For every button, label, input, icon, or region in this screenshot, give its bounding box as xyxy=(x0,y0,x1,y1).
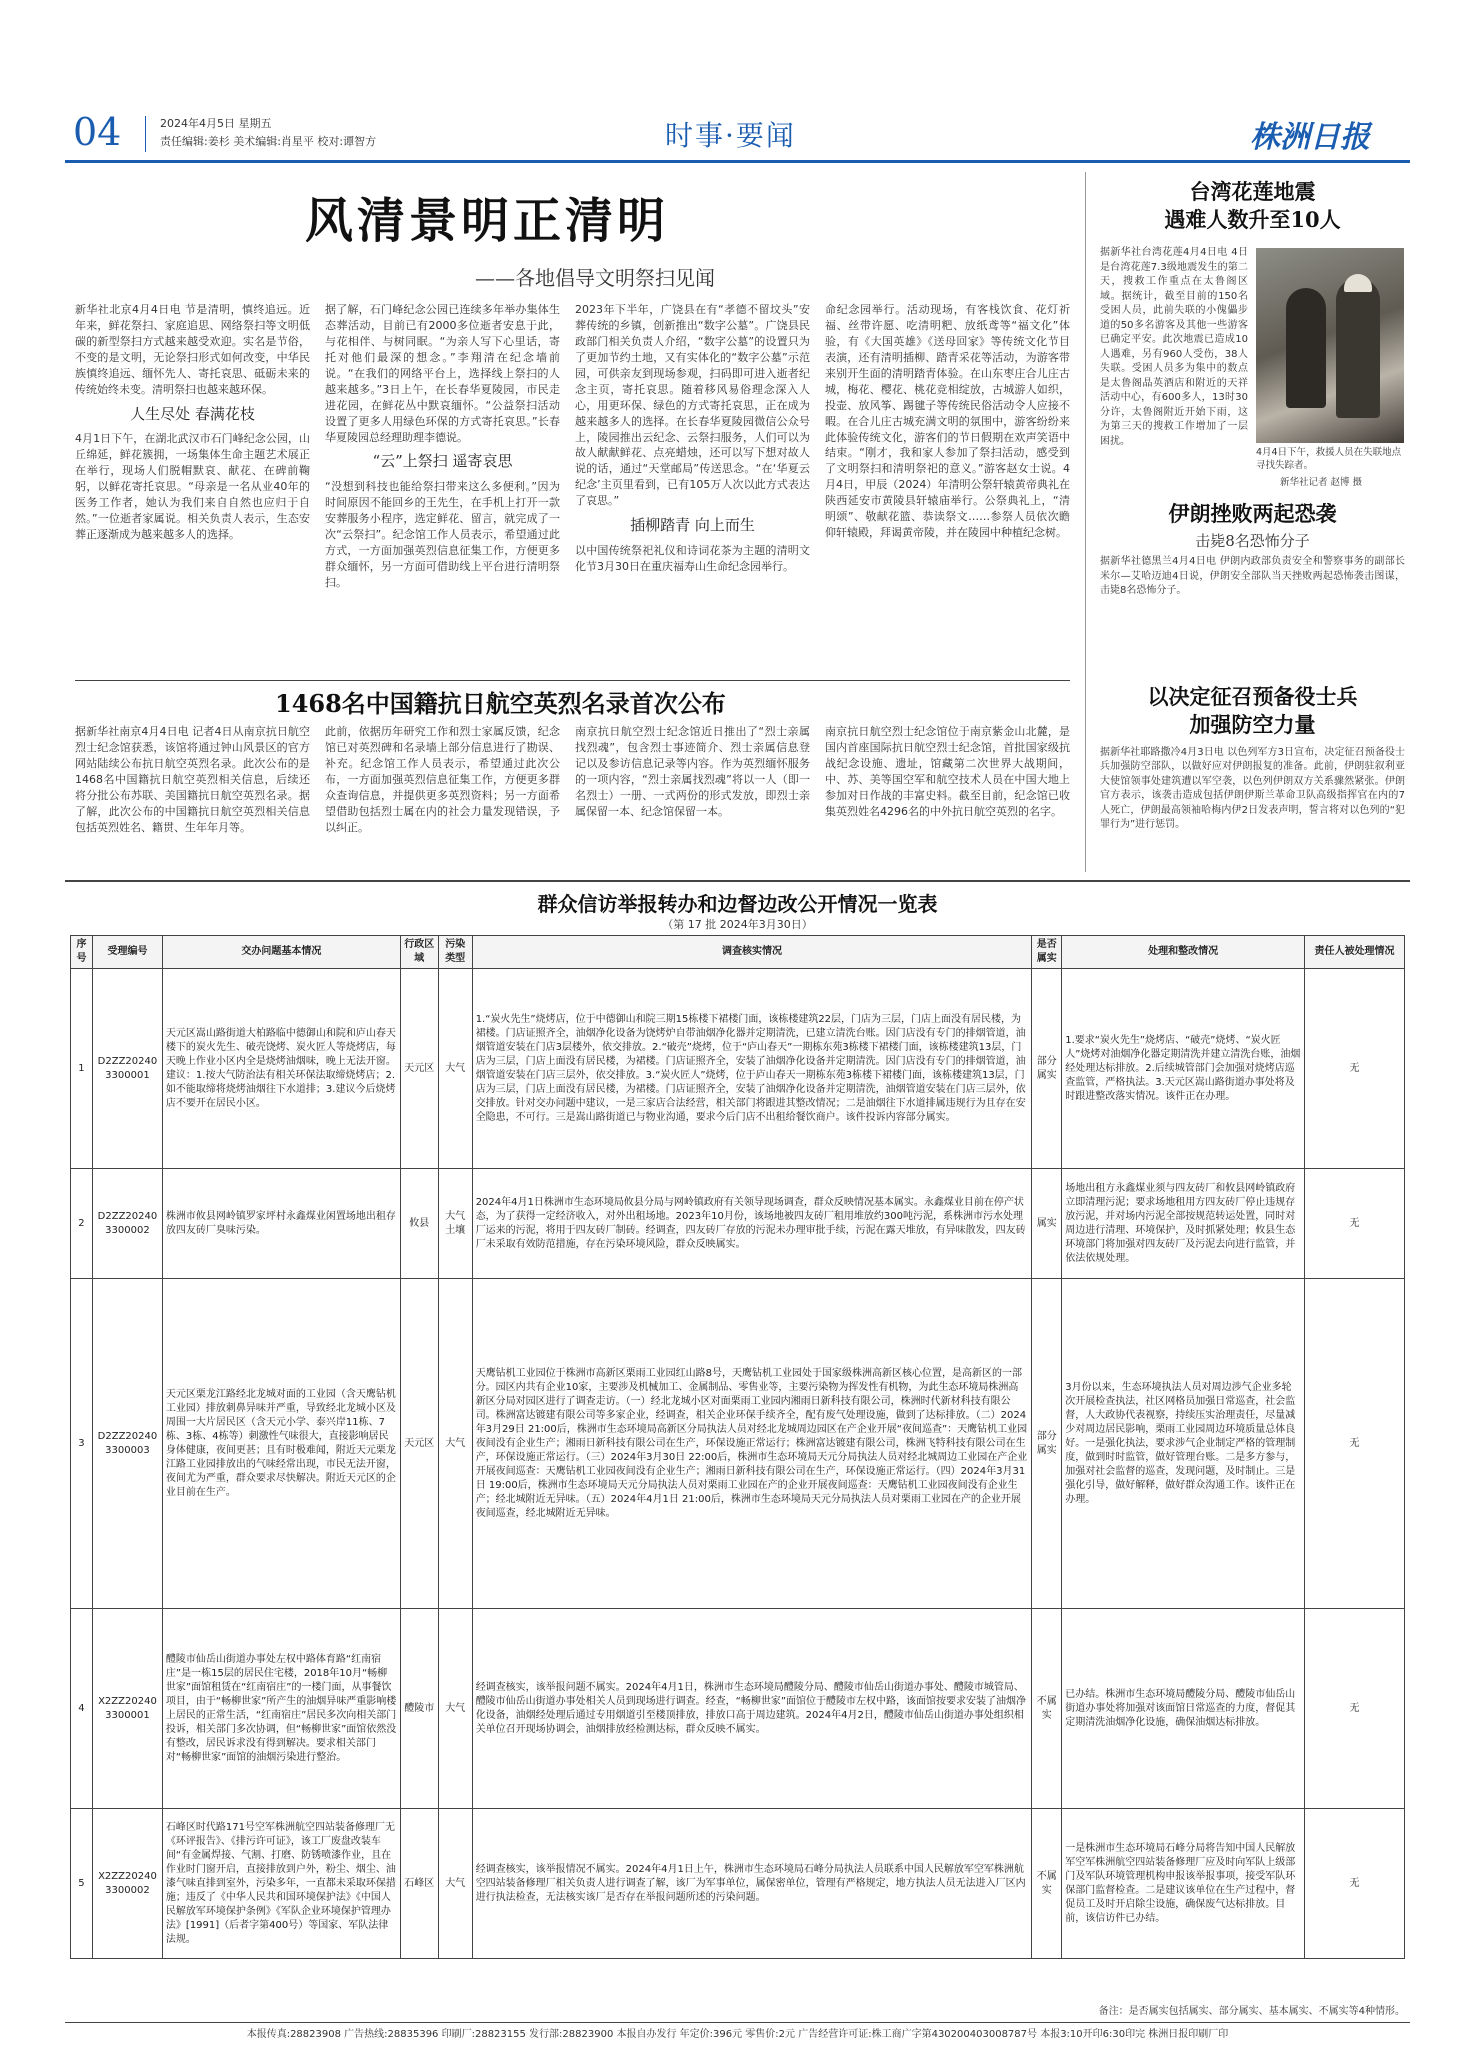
row-area: 天元区 xyxy=(400,1279,438,1609)
lead-col-4 xyxy=(825,302,1070,682)
taiwan-body: 据新华社台湾花莲4月4日电 4日是台湾花莲7.3级地震发生的第二天，搜救工作重点在太鲁阁区域。据统计，截至目前的150名受困人员，此前失联的小傀儡步道的50多名游客及其他一些游客已确定平安。此次地震已造成10人遇难，另有960人受伤，38人失联。受困人员多为集中的数点是太鲁阁晶英酒店和附近的天祥活动中心，有600多人，13时30分许，太鲁阁附近开始下雨，这为第三天的搜救工作增加了一层困扰。 xyxy=(1100,247,1248,447)
row-code: X2ZZ202403300002 xyxy=(92,1809,162,1959)
row-survey: 经调查核实，该举报问题不属实。2024年4月1日，株洲市生态环境局醴陵分局、醴陵市仙岳山街道办事处、醴陵市城管局、醴陵市仙岳山街道办事处相关人员到现场进行调查。经查，“畅柳世家”面馆位于醴陵市左权中路，该面馆按要求安装了油烟净化设备，油烟经处理后通过专用烟道引至楼顶排放，排放口高于周边建筑。2024年4月2日，醴陵市仙岳山街道办事处组织相关单位召开现场协调会，油烟排放经检测达标，群众反映不属实。 xyxy=(472,1609,1032,1809)
row-resp: 无 xyxy=(1305,1279,1405,1609)
row-true: 不属实 xyxy=(1032,1609,1062,1809)
israel-title: 以决定征召预备役士兵 加强防空力量 xyxy=(1147,684,1358,738)
row-survey: 2024年4月1日株洲市生态环境局攸县分局与网岭镇政府有关领导现场调查，群众反映情况基本属实。永鑫煤业目前在停产状态，为了获得一定经济收入，对外出租场地。2023年10月份，该场地被四友砖厂租用堆放约300吨污泥，系株洲市污水处理厂运来的污泥，将用于四友砖厂制砖。经调查，四友砖厂存放的污泥未办理审批手续，污泥在露天堆放，有异味散发，四友砖厂未采取有效防范措施，存在污染环境风险，群众反映属实。 xyxy=(472,1169,1032,1279)
lead-col-1-text: 新华社北京4月4日电 节是清明，慎终追远。近年来，鲜花祭扫、家庭追思、网络祭扫等文明低碳的新型祭扫方式越来越受欢迎。实名是节俗，不变的是文明，无论祭扫形式如何改变，中华民族慎终追远、缅怀先人、寄托哀思、砥砺未来的传统始终未变。清明祭扫也越来越环保。 xyxy=(75,303,310,396)
table-title: 群众信访举报转办和边督边改公开情况一览表 xyxy=(537,892,938,916)
row-code: D2ZZ202403300001 xyxy=(92,969,162,1169)
row-no: 5 xyxy=(71,1809,93,1959)
lead-col-4-text: 命纪念园举行。活动现场，有客栈饮食、花灯祈福、丝带许愿、吃清明粑、放纸鸢等“福文化”体验，有《大国英雄》《送母回家》等传统文化节目表演，还有清明插柳、踏青采花等活动，为游客带来别开生面的清明踏青体验。在山东枣庄合儿庄古城，梅花、樱花、桃花竞相绽放，古城游人如织，投壶、放风筝、踢毽子等传统民俗活动令人应接不暇。在合儿庄古城充满文明的氛围中，游客纷纷来此体验传统文化，游客们的节日假期在欢声笑语中结束。“刚才，我和家人参加了祭扫活动，感受到了文明祭扫和清明祭祀的意义。”游客赵女士说。4月4日，甲辰（2024）年清明公祭轩辕黄帝典礼在陕西延安市黄陵县轩辕庙举行。公祭典礼上，“清明颂”、敬献花篮、恭读祭文……参祭人员依次瞻仰轩辕殿，拜谒黄帝陵，并在陵园中种植纪念树。 xyxy=(825,303,1070,540)
lead-col-3-text: 2023年下半年，广饶县在有“孝德不留坟头”安葬传统的乡镇，创新推出“数字公墓”。广饶县民政部门相关负责人介绍，“数字公墓”的设置只为了更加节约土地，又有实体化的“数字公墓”示范园，可供亲友到现场参观，扫码即可进入逝者纪念主页，寄托哀思。随着移风易俗理念深入人心，用更环保、绿色的方式寄托哀思，正在成为越来越多人的选择。在长春华夏陵园微信公众号上，陵园推出云纪念、云祭扫服务，人们可以为故人献献鲜花、点亮蜡烛，还可以写下想对故人说的话，通过“天堂邮局”传送思念。“在‘华夏云纪念’主页里看到，已有105万人次以此方式表达了哀思。” xyxy=(575,303,810,508)
th-resp: 责任人被处理情况 xyxy=(1305,936,1405,969)
row-code: D2ZZ202403300002 xyxy=(92,1169,162,1279)
lead-col-2b-text: “没想到科技也能给祭扫带来这么多便利。”因为时间原因不能回乡的王先生，在手机上打开一款安葬服务小程序，选定鲜花、留言，就完成了一次“云祭扫”。纪念馆工作人员表示，希望通过此方式，一方面加强英烈信息征集工作，方便更多群众缅怀，另一方面可借助线上平台进行清明祭扫。 xyxy=(325,480,560,589)
heroes-title: 1468名中国籍抗日航空英烈名录首次公布 xyxy=(275,689,726,718)
lead-subhead-1: 人生尽处 春满花枝 xyxy=(130,404,255,423)
lead-col-2 xyxy=(325,302,560,682)
complaints-table xyxy=(70,935,1405,1959)
row-issue: 天元区栗龙江路经北龙城对面的工业园（含天鹰钻机工业园）排放刺鼻异味并严重，导致经北龙城小区及周围一大片居民区（含天元小学、泰兴岸11栋、7栋、3栋、4栋等）刺激性气味很大，直接影响居民身体健康，夜间更甚；且有时极难闻，附近天元栗龙江路工业园排放出的气味经常出现，市民无法开窗，夜间尤为严重，群众要求尽快解决。附近天元区的企业目前在生产。 xyxy=(162,1279,400,1609)
row-survey: 1.“炭火先生”烧烤店，位于中德御山和院三期15栋楼下裙楼门面，该栋楼建筑22层，门店为三层，门店上面没有居民楼，为裙楼。门店证照齐全，油烟净化设备为饶烤炉自带油烟净化器并定期清洗，已建立清洗台账。因门店没有专门的排烟管道，油烟管道安装在门店3层楼外，依交排放。2.“破壳”烧烤，位于“庐山春天”一期栋东苑3栋楼下裙楼门面，该栋楼建筑13层，门店为三层，门店上面没有居民楼，为裙楼。门店证照齐全，安装了油烟净化设备并定期清洗。因门店没有专门的排烟管道，油烟管道安装在门店三层外，依交排放。3.“炭火匠人”烧烤，位于庐山春天一期栋东苑3栋楼下裙楼门面，该栋楼建筑13层，门店为三层，门店上面没有居民楼，为裙楼。门店证照齐全，安装了油烟净化设备并定期清洗，油烟管道安装在门店三层外，依交排放。针对交办问题中建议，一是三家店合法经营，相关部门将跟进其整改情况；二是油烟往下水道排属违规行为且存在安全隐患，不可行。三是嵩山路街道已与物业沟通，要求今后门店不出租给餐饮商户。该件投诉内容部分属实。 xyxy=(472,969,1032,1169)
row-no: 1 xyxy=(71,969,93,1169)
lead-col-3 xyxy=(575,302,810,682)
lead-subhead-2: “云”上祭扫 遥寄哀思 xyxy=(372,452,513,471)
table-top-rule xyxy=(65,880,1410,882)
section-title: 时事·要闻 xyxy=(665,119,796,152)
heroes-col-4: 南京抗日航空烈士纪念馆位于南京紫金山北麓，是国内首座国际抗日航空烈士纪念馆，首批国家级抗战纪念设施、遗址，馆藏第二次世界大战期间，中、苏、美等国空军和航空技术人员在中国大地上参加对日作战的丰富史料。截至目前，纪念馆已收集英烈姓名4296名的中外抗日航空英烈的名字。 xyxy=(825,725,1070,818)
table-note: 备注：是否属实包括属实、部分属实、基本属实、不属实等4种情形。 xyxy=(1098,2006,1405,2017)
row-resp: 无 xyxy=(1305,969,1405,1169)
row-type: 大气 xyxy=(438,1609,472,1809)
th-area: 行政区域 xyxy=(400,936,438,969)
row-true: 部分属实 xyxy=(1032,969,1062,1169)
photo-caption: 4月4日下午，救援人员在失联地点寻找失踪者。 xyxy=(1256,447,1402,472)
photo-credit: 新华社记者 赵博 摄 xyxy=(1280,477,1363,488)
row-type: 大气 xyxy=(438,969,472,1169)
row-survey: 天鹰钻机工业园位于株洲市高新区栗雨工业园红山路8号，天鹰钻机工业园处于国家级株洲高新区核心位置，是高新区的一部分。园区内共有企业10家，主要涉及机械加工、金属制品、零售业等，主要污染物为挥发性有机物，为此生态环境局株洲高新区分局对园区进行了调查走访。（一）经北龙城小区对面栗雨工业园内湘雨日新科技有限公司，株洲时代新材科技有限公司。株洲富达镀建有限公司等多家企业，经调查，相关企业环保手续齐全，配有废气处理设施，做到了达标排放。（二）2024年3月29日 21:00后，株洲市生态环境局高新区分局执法人员对经北龙城周边园区在产企业开展“夜间巡查”：天鹰钻机工业园夜间没有企业生产；湘雨日新科技有限公司在生产，环保设施正常运行；株洲富达镀建有限公司，株洲飞特科技有限公司在生产，环保设施正常运行。（三）2024年3月30日 22:00后，株洲市生态环境局天元分局执法人员对经北城周边工业园在产企业开展夜间巡查：天鹰钻机工业园夜间没有企业生产；湘雨日新科技有限公司在生产，环保设施正常运行。（四）2024年3月31日 19:00后，株洲市生态环境局天元分局执法人员对栗雨工业园在产的企业开展夜间巡查：天鹰钻机工业园夜间没有企业生产；经北城附近无异味。（五）2024年4月1日 21:00后，株洲市生态环境局天元分局执法人员对栗雨工业园在产的企业开展夜间巡查，经北城附近无异味。 xyxy=(472,1279,1032,1609)
header-rule xyxy=(65,160,1410,163)
row-no: 2 xyxy=(71,1169,93,1279)
news-photo xyxy=(1256,248,1404,443)
footer-info: 本报传真:28823908 广告热线:28835396 印刷厂:28823155 发行部:28823900 本报自办发行 年定价:396元 零售价:2元 广告经营许可证:株工商广字第430200403008787号 本报3:10开印6:30印完 株洲日报印刷厂印 xyxy=(246,2029,1229,2040)
row-code: X2ZZ202403300001 xyxy=(92,1609,162,1809)
lead-col-3b-text: 以中国传统祭祀礼仪和诗词花茶为主题的清明文化节3月30日在重庆福寿山生命纪念园举行。 xyxy=(575,543,810,573)
row-handle: 3月份以来，生态环境执法人员对周边涉气企业多轮次开展检查执法，社区网格员加强日常巡查，社会监督，人大政协代表视察，持续压实治理责任，尽量减少对周边居民影响，栗雨工业园周边环境质量总体良好。一是强化执法，要求涉气企业制定严格的管理制度，做到时时监管，做好管理台账。二是多方参与，加强对社会监督的巡查，发现问题，及时制止。三是强化引导，做好解释，做好群众沟通工作。该件正在办理。 xyxy=(1062,1279,1305,1609)
photo-helmet xyxy=(1344,274,1372,292)
lead-subhead-3: 插柳踏青 向上而生 xyxy=(630,516,755,535)
lead-col-1 xyxy=(75,302,310,682)
heroes-col-1: 据新华社南京4月4日电 记者4日从南京抗日航空烈士纪念馆获悉，该馆将通过钟山风景区的官方网站陆续公布抗日航空英烈名录。此次公布的是1468名中国籍抗日航空英烈相关信息，后续还将分批公布苏联、美国籍抗日航空英烈名录。据了解，此次公布的中国籍抗日航空英烈相关信息包括英烈姓名、籍贯、生年年月等。 xyxy=(75,725,310,834)
lead-col-2-text: 据了解，石门峰纪念公园已连续多年举办集体生态葬活动，目前已有2000多位逝者安息于此，与花相伴、与树同眠。“为亲人写下心里话，寄托对他们最深的想念。”李翔清在纪念墙前说。“在我们的网络平台上，选择线上祭扫的人越来越多。”3日上午，在长春华夏陵园，市民走进花园，在鲜花丛中默哀缅怀。“公益祭扫活动设置了更多人用绿色环保的方式寄托哀思。”长春华夏陵园总经理助理李德说。 xyxy=(325,303,560,444)
newspaper-logo: 株洲日报 xyxy=(1250,120,1370,155)
row-handle: 1.要求“炭火先生”烧烤店、“破壳”烧烤、“炭火匠人”烧烤对油烟净化器定期清洗并建立清洗台账，油烟经处理达标排放。2.后续城管部门会加强对烧烤店巡查监管，严格执法。3.天元区嵩山路街道办事处将及时跟进整改落实情况。该件正在办理。 xyxy=(1062,969,1305,1169)
row-true: 不属实 xyxy=(1032,1809,1062,1959)
row-area: 天元区 xyxy=(400,969,438,1169)
iran-block xyxy=(1100,498,1405,599)
heroes-top-rule xyxy=(75,680,1070,681)
row-issue: 天元区嵩山路街道大柏路临中德御山和院和庐山春天楼下的炭火先生、破壳饶烤、炭火匠人等烧烤店，每天晚上作业小区内全是烧烤油烟味，晚上无法开窗。建议：1.按大气防治法有相关环保法取缔烧烤店；2.如不能取缔将烧烤油烟往下水道排；3.建议今后烧烤店不要开在居民小区。 xyxy=(162,969,400,1169)
row-resp: 无 xyxy=(1305,1169,1405,1279)
row-handle: 场地出租方永鑫煤业须与四友砖厂和攸县网岭镇政府立即清理污泥；要求场地租用方四友砖厂停止违规存放污泥，并对场内污泥全部按规范转运处置，同时对周边进行清理、环境保护，及时抓紧处理；攸县生态环境部门将加强对四友砖厂及污泥去向进行监管，并依法依规处理。 xyxy=(1062,1169,1305,1279)
row-resp: 无 xyxy=(1305,1809,1405,1959)
row-type: 大气 xyxy=(438,1279,472,1609)
page-header xyxy=(65,110,1410,160)
row-area: 攸县 xyxy=(400,1169,438,1279)
th-survey: 调查核实情况 xyxy=(472,936,1032,969)
photo-figure-2 xyxy=(1336,278,1380,418)
lead-subtitle: ——各地倡导文明祭扫见闻 xyxy=(475,266,715,290)
row-survey: 经调查核实，该举报情况不属实。2024年4月1日上午，株洲市生态环境局石峰分局执法人员联系中国人民解放军空军株洲航空四站装备修理厂相关负责人进行调查了解，该厂为军事单位，属保密单位，管理有严格规定，地方执法人员无法进入厂区内进行执法检查，无法核实该厂是否存在举报问题所述的污染问题。 xyxy=(472,1809,1032,1959)
row-area: 醴陵市 xyxy=(400,1609,438,1809)
row-area: 石峰区 xyxy=(400,1809,438,1959)
heroes-col-2: 此前，依据历年研究工作和烈士家属反馈，纪念馆已对英烈碑和名录墙上部分信息进行了勘误、补充。纪念馆工作人员表示，希望通过此次公布，一方面加强英烈信息征集工作，方便更多群众查询信息，并提供更多英烈资料；另一方面希望借助包括烈士属在内的社会力量发现错误，予以纠正。 xyxy=(325,725,560,834)
heroes-article xyxy=(75,684,1075,874)
row-code: D2ZZ202403300003 xyxy=(92,1279,162,1609)
table-row xyxy=(71,1279,1405,1609)
iran-subtitle: 击毙8名恐怖分子 xyxy=(1195,532,1310,550)
sidebar-divider xyxy=(1085,172,1086,872)
issue-date: 2024年4月5日 星期五 xyxy=(160,117,272,130)
th-type: 污染类型 xyxy=(438,936,472,969)
table-row xyxy=(71,969,1405,1169)
row-issue: 醴陵市仙岳山街道办事处左权中路体育路“红南宿庄”是一栋15层的居民住宅楼，2018年10月“畅柳世家”面馆租赁在“红南宿庄”的一楼门面，从事餐饮项目，由于“畅柳世家”所产生的油烟异味严重影响楼上居民的正常生活，“红南宿庄”居民多次向相关部门投诉，相关部门多次协调，但“畅柳世家”面馆依然没有整改，居民诉求没有得到解决。要求相关部门对“畅柳世家”面馆的油烟污染进行整治。 xyxy=(162,1609,400,1809)
row-handle: 一是株洲市生态环境局石峰分局将告知中国人民解放军空军株洲航空四站装备修理厂应及时向军队上级部门及军队环境管理机构申报该举报事项，接受军队环保部门监督检查。二是建议该单位在生产过程中，督促员工及时开启除尘设施，确保废气达标排放。目前，该信访件已办结。 xyxy=(1062,1809,1305,1959)
israel-block xyxy=(1100,683,1405,833)
row-handle: 已办结。株洲市生态环境局醴陵分局、醴陵市仙岳山街道办事处将加强对该面馆日常巡查的力度，督促其定期清洗油烟净化设施，确保油烟达标排放。 xyxy=(1062,1609,1305,1809)
lead-title: 风清景明正清明 xyxy=(305,193,670,249)
photo-figure-1 xyxy=(1286,288,1326,408)
footer-rule xyxy=(65,2022,1410,2023)
row-no: 4 xyxy=(71,1609,93,1809)
th-true: 是否属实 xyxy=(1032,936,1062,969)
taiwan-title: 台湾花莲地震 遇难人数升至10人 xyxy=(1164,179,1341,233)
heroes-col-3: 南京抗日航空烈士纪念馆近日推出了“烈士亲属找烈魂”，包含烈士事迹简介、烈士亲属信息登记以及参访信息记录等内容。作为英烈缅怀服务的一项内容，“烈士亲属找烈魂”将以一人（即一名烈士）一册、一式两份的形式发放，即烈士亲属保留一本、纪念馆保留一本。 xyxy=(575,725,810,818)
page-number: 04 xyxy=(73,110,122,154)
row-issue: 石峰区时代路171号空军株洲航空四站装备修理厂无《环评报告》、《排污许可证》，该工厂废盘改装车间“有金属焊接、气割、打磨、防锈喷漆作业，且在作业时门窗开启，直接排放到户外，粉尘、烟尘、油漆气味直排到室外，污染多年，一直都未采取环保措施；违反了《中华人民共和国环境保护法》《中国人民解放军环境保护条例》《军队企业环境保护管理办法》[1991]（后者字第400号）等国家、军队法律法规。 xyxy=(162,1809,400,1959)
lead-col-1b-text: 4月1日下午，在湖北武汉市石门峰纪念公园，山丘绵延，鲜花簇拥，一场集体生命主题艺术展正在举行，现场人们脱帽默哀、献花、在碑前鞠躬，以鲜花寄托哀思。“母亲是一名从业40年的医务工作者，她认为我们来自自然也应归于自然。”一位逝者家属说。相关负责人表示，生态安葬正逐渐成为越来越多人的选择。 xyxy=(75,432,310,541)
sidebar xyxy=(1100,178,1405,878)
table-row xyxy=(71,1809,1405,1959)
row-no: 3 xyxy=(71,1279,93,1609)
row-resp: 无 xyxy=(1305,1609,1405,1809)
iran-title: 伊朗挫败两起恐袭 xyxy=(1168,501,1337,526)
editors: 责任编辑:姜杉 美术编辑:肖星平 校对:谭智方 xyxy=(160,135,377,148)
th-code: 受理编号 xyxy=(92,936,162,969)
lead-article xyxy=(75,172,1075,682)
row-type: 大气 xyxy=(438,1809,472,1959)
table-header-row xyxy=(71,936,1405,969)
iran-body: 据新华社德黑兰4月4日电 伊朗内政部负责安全和警察事务的副部长米尔—艾哈迈迪4日说，伊朗安全部队当天挫败两起恐怖袭击图谋，击毙8名恐怖分子。 xyxy=(1100,556,1405,596)
table-row xyxy=(71,1169,1405,1279)
row-true: 属实 xyxy=(1032,1169,1062,1279)
th-no: 序号 xyxy=(71,936,93,969)
th-handle: 处理和整改情况 xyxy=(1062,936,1305,969)
table-row xyxy=(71,1609,1405,1809)
row-type: 大气 土壤 xyxy=(438,1169,472,1279)
israel-body: 据新华社耶路撒冷4月3日电 以色列军方3日宣布，决定征召预备役士兵加强防空部队，以做好应对伊朗报复的准备。此前，伊朗驻叙利亚大使馆领事处建筑遭以军空袭，以色列伊朗双方关系骤然紧张。伊朗官方表示，该袭击造成包括伊朗伊斯兰革命卫队高级指挥官在内的7人死亡，伊朗最高领袖哈梅内伊2日发表声明，誓言将对以色列的“犯罪行为”进行惩罚。 xyxy=(1100,746,1405,831)
row-issue: 株洲市攸县网岭镇罗家坪村永鑫煤业闲置场地出租存放四友砖厂臭味污染。 xyxy=(162,1169,400,1279)
header-divider xyxy=(145,116,146,152)
row-true: 部分属实 xyxy=(1032,1279,1062,1609)
table-subtitle: （第 17 批 2024年3月30日） xyxy=(662,918,813,931)
th-issue: 交办问题基本情况 xyxy=(162,936,400,969)
